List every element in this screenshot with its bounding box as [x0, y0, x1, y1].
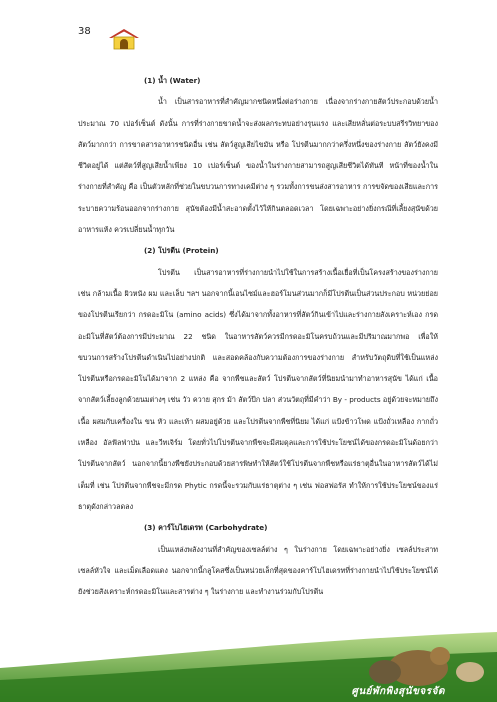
doghouse-icon	[108, 28, 140, 50]
paragraph-water: น้ำ เป็นสารอาหารที่สำคัญมากชนิดหนึ่งต่อร่างกาย เนื่องจากร่างกายสัตว์ประกอบด้วยน้ำประมาณ 70 เปอร์เซ็นต์ ดังนั้น การที่ร่างกายขาดน้ำจะส่งผลกระทบอย่างรุนแรง และเสียหลั่นต่อระบบสรีรวิทยาของสัตว์มากกว่า การขาดสารอาหารชนิดอื่น เช่น สัตว์สูญเสียไขมัน หรือ โปรตีนมากกว่าครึ่งหนึ่งของร่างกาย สัตว์ยังคงมีชีวิตอยู่ได้ แต่สัตว์ที่สูญเสียน้ำเพียง 10 เปอร์เซ็นต์ ของน้ำในร่างกายสามารถสูญเสียชีวิตได้ทันที หน้าที่ของน้ำในร่างกายที่สำคัญ คือ เป็นตัวหลักที่ช่วยในขบวนการทางเคมีต่าง ๆ รวมทั้งการขนส่งสารอาหาร การขจัดของเสียและการระบายความร้อนออกจากร่างกาย สุนัขต้องมีน้ำสะอาดตั้งไว้ให้กินตลอดเวลา โดยเฉพาะอย่างยิ่งกรณีที่เลี้ยงสุนัขด้วยอาหารแห้ง ควรเปลี่ยนน้ำทุกวัน	[78, 97, 438, 235]
section-heading-carbohydrate: (3) คาร์โบไฮเดรท (Carbohydrate)	[144, 523, 268, 533]
footer-title: ศูนย์พักพิงสุนัขจรจัด	[351, 686, 445, 697]
section-heading-water: (1) น้ำ (Water)	[144, 76, 201, 85]
page-number: 38	[78, 26, 91, 37]
paragraph-protein: โปรตีน เป็นสารอาหารที่ร่างกายนำไปใช้ในการสร้างเนื้อเยื่อที่เป็นโครงสร้างของร่างกาย เช่น กล้ามเนื้อ ผิวหนัง ผม และเล็บ ฯลฯ นอกจากนี้เอนไซม์และฮอร์โมนส่วนมากก็มีโปรตีนเป็นส่วนประกอบ หน่วยย่อยของโปรตีนเรียกว่า กรดอะมิโน (amino acids) ซึ่งได้มาจากทั้งอาหารที่สัตว์กินเข้าไปและร่างกายสังเคราะห์เอง กรดอะมิโนที่สัตว์ต้องการมีประมาณ 22 ชนิด ในอาหารสัตว์ควรมีกรดอะมิโนครบถ้วนและมีปริมาณมากพอ เพื่อให้ขบวนการสร้างโปรตีนดำเนินไปอย่างปกติ และสอดคล้องกับความต้องการของร่างกาย สำหรับวัตถุดิบที่ใช้เป็นแหล่งโปรตีนหรือกรดอะมิโนได้มาจาก 2 แหล่ง คือ จากพืชและสัตว์ โปรตีนจากสัตว์ที่นิยมนำมาทำอาหารสุนัข ได้แก่ เนื้อจากสัตว์เลี้ยงลูกด้วยนมต่างๆ เช่น วัว ควาย สุกร ม้า สัตว์ปีก ปลา ส่วนวัตถุที่มีคำว่า By - products อยู่ด้วยจะหมายถึง เนื้อ ผสมกับเครื่องใน ขน หัว และเท้า ผสมอยู่ด้วย และโปรตีนจากพืชที่นิยม ได้แก่ แป้งข้าวโพด แป้งถั่วเหลือง กากถั่วเหลือง อัลฟัลฟ่าป่น และวีทเจิร์ม โดยทั่วไปโปรตีนจากพืชจะมีสมดุลและการใช้ประโยชน์ได้ของกรดอะมิโนด้อยกว่าโปรตีนจากสัตว์ นอกจากนี้ยางพืชยังประกอบด้วยสารพิษทำให้สัตว์ใช้โปรตีนจากพืชหรือแร่ธาตุอื่นในอาหารสัตว์ได้ไม่เต็มที่ เช่น โปรตีนจากพืชจะมีกรด Phytic กรดนี้จะรวมกับแร่ธาตุต่าง ๆ เช่น ฟอสฟอรัส ทำให้การใช้ประโยชน์ของแร่ธาตุดังกล่าวลดลง	[78, 267, 438, 511]
document-body	[78, 70, 438, 602]
paragraph-carbohydrate: เป็นแหล่งพลังงานที่สำคัญของเซลล์ต่าง ๆ ในร่างกาย โดยเฉพาะอย่างยิ่ง เซลล์ประสาท เซลล์หัวใจ และเม็ดเลือดแดง นอกจากนี้กลูโคสซึ่งเป็นหน่วยเล็กที่สุดของคาร์โบไฮเดรทที่ร่างกายนำไปใช้ประโยชน์ได้ ยังช่วยสังเคราะห์กรดอะมิโนและสารต่าง ๆ ในร่างกาย และทำงานร่วมกับโปรตีน	[78, 544, 438, 597]
section-heading-protein: (2) โปรตีน (Protein)	[144, 246, 219, 256]
